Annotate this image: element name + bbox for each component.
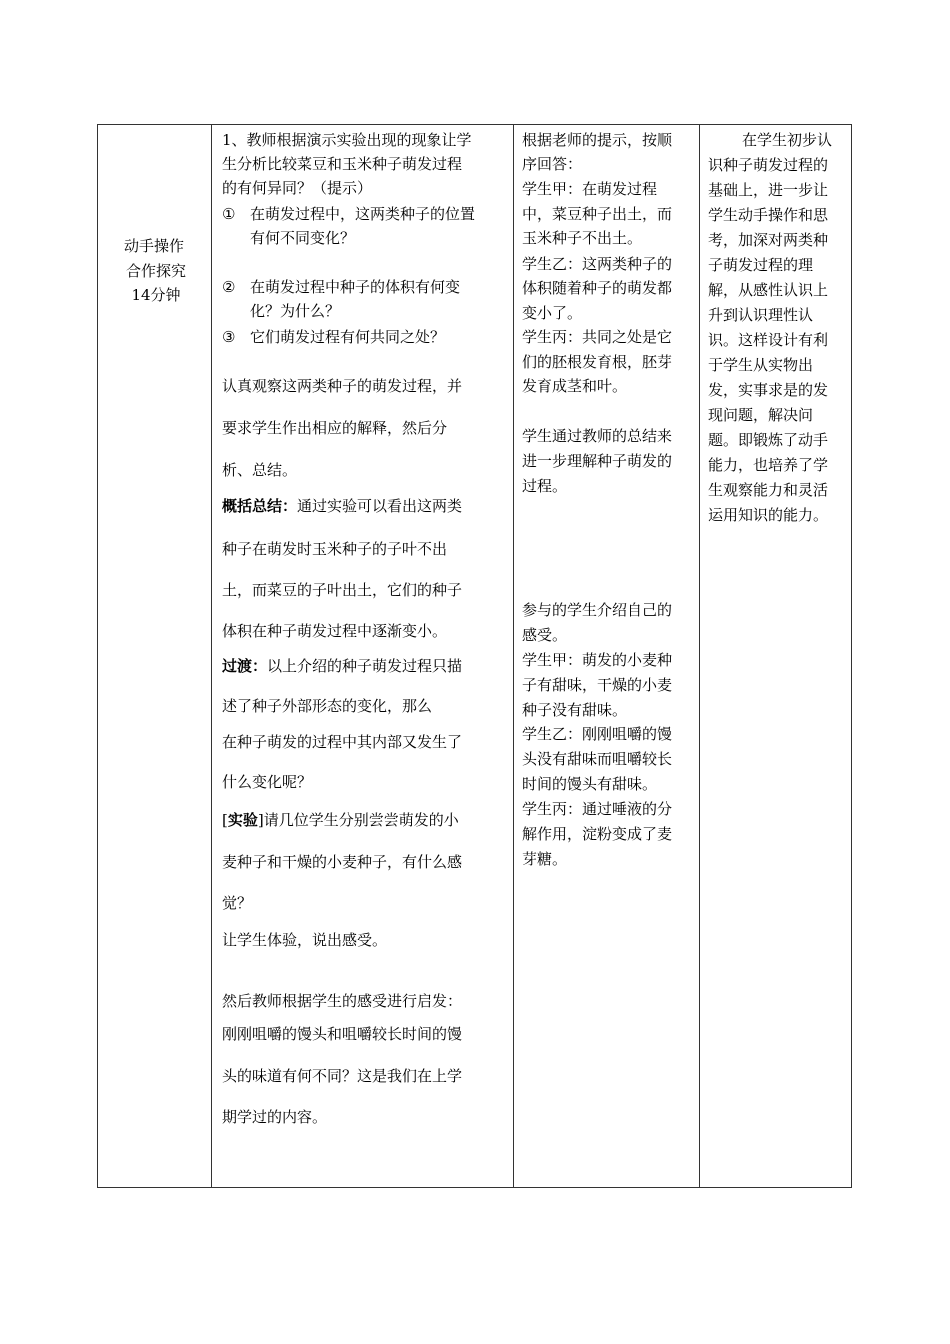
text-line: 土，而菜豆的子叶出土，它们的种子 [222,581,463,599]
text-line: 识。这样设计有利 [708,331,829,349]
text-line: 解，从感性认识上 [708,281,829,299]
text-span: 请几位学生分别尝尝萌发的小 [263,811,459,829]
text-line: 子萌发过程的理 [708,256,814,274]
text-line: 要求学生作出相应的解释，然后分 [222,419,448,437]
column-divider [699,125,700,1187]
text-line: 在种子萌发的过程中其内部又发生了 [222,733,463,751]
text-line: 基础上，进一步让 [708,181,829,199]
text-line: 识种子萌发过程的 [708,156,829,174]
text-line: 学生乙：刚刚咀嚼的馒 [522,725,673,743]
text-line: 刚刚咀嚼的馒头和咀嚼较长时间的馒 [222,1025,463,1043]
text-line: 种子没有甜味。 [522,701,628,719]
text-line: 过程。 [522,477,568,495]
text-line: 体积在种子萌发过程中逐渐变小。 [222,622,448,640]
bracket: ] [257,811,264,829]
stage-label-line: 动手操作 [123,237,184,255]
text-line: 它们萌发过程有何共同之处？ [250,328,446,346]
text-line: 在萌发过程中种子的体积有何变 [250,278,461,296]
text-line: 学生丙：通过唾液的分 [522,800,673,818]
text-line: 生观察能力和灵活 [708,481,829,499]
text-line: 学生甲：在萌发过程 [522,180,658,198]
transition-label: 过渡： [222,657,268,675]
text-line: 头的味道有何不同？这是我们在上学 [222,1067,463,1085]
text-line: 生分析比较菜豆和玉米种子萌发过程 [222,155,463,173]
text-line: 感受。 [522,626,568,644]
text-line: 在萌发过程中，这两类种子的位置 [250,205,476,223]
text-line: 述了种子外部形态的变化，那么 [222,697,433,715]
list-number: ① [222,205,236,223]
transition-line [222,657,462,675]
column-divider [211,125,212,1187]
summary-label: 概括总结： [222,497,298,515]
text-line: 现问题，解决问 [708,406,814,424]
summary-line [222,497,462,515]
text-line: 的有何异同？（提示） [222,179,373,197]
text-line: 子有甜味，干燥的小麦 [522,676,673,694]
text-line: 根据老师的提示，按顺 [522,131,673,149]
stage-duration: 14分钟 [131,286,181,304]
text-line: 麦种子和干燥的小麦种子，有什么感 [222,853,463,871]
text-span: 通过实验可以看出这两类 [297,497,463,515]
text-line: 题。即锻炼了动手 [708,431,829,449]
bracket: [ [222,811,228,829]
list-number: ② [222,278,236,296]
text-line: 运用知识的能力。 [708,506,829,524]
text-line: 们的胚根发育根，胚芽 [522,353,673,371]
text-line: 发，实事求是的发 [708,381,829,399]
text-line: 种子在萌发时玉米种子的子叶不出 [222,540,448,558]
text-line: 化？为什么？ [250,302,341,320]
column-divider [513,125,514,1187]
stage-label-line: 合作探究 [125,262,186,280]
text-line: 进一步理解种子萌发的 [522,452,673,470]
text-line: 期学过的内容。 [222,1108,328,1126]
text-line: 学生通过教师的总结来 [522,427,673,445]
text-line: 玉米种子不出土。 [522,229,643,247]
lesson-plan-table [97,124,852,1188]
text-line: 于学生从实物出 [708,356,814,374]
text-line: 有何不同变化？ [250,229,356,247]
text-line: 学生乙：这两类种子的 [522,255,673,273]
text-line: 让学生体验，说出感受。 [222,931,388,949]
text-line: 中，菜豆种子出土，而 [522,205,673,223]
text-line: 时间的馒头有甜味。 [522,775,658,793]
text-line: 头没有甜味而咀嚼较长 [522,750,673,768]
experiment-label: 实验 [227,811,258,829]
text-line: 参与的学生介绍自己的 [522,601,673,619]
text-line: 序回答： [522,155,583,173]
text-line: 学生丙：共同之处是它 [522,328,673,346]
text-line: 变小了。 [522,304,583,322]
text-line: 析、总结。 [222,461,298,479]
text-line: 能力，也培养了学 [708,456,829,474]
text-line: 觉？ [222,894,253,912]
text-line: 升到认识理性认 [708,306,814,324]
text-line: 发育成茎和叶。 [522,377,628,395]
list-number: ③ [222,328,236,346]
text-line: 学生动手操作和思 [708,206,829,224]
text-line: 考，加深对两类种 [708,231,829,249]
text-line: 什么变化呢？ [222,773,313,791]
text-line: 解作用，淀粉变成了麦 [522,825,673,843]
text-line: 然后教师根据学生的感受进行启发： [222,992,463,1010]
experiment-line [222,811,459,829]
text-line: 学生甲：萌发的小麦种 [522,651,673,669]
text-line: 芽糖。 [522,850,568,868]
text-line: 在学生初步认 [742,131,833,149]
text-line: 体积随着种子的萌发都 [522,279,673,297]
text-line: 认真观察这两类种子的萌发过程，并 [222,377,463,395]
text-line: 1、教师根据演示实验出现的现象让学 [222,131,472,149]
text-span: 以上介绍的种子萌发过程只描 [267,657,463,675]
